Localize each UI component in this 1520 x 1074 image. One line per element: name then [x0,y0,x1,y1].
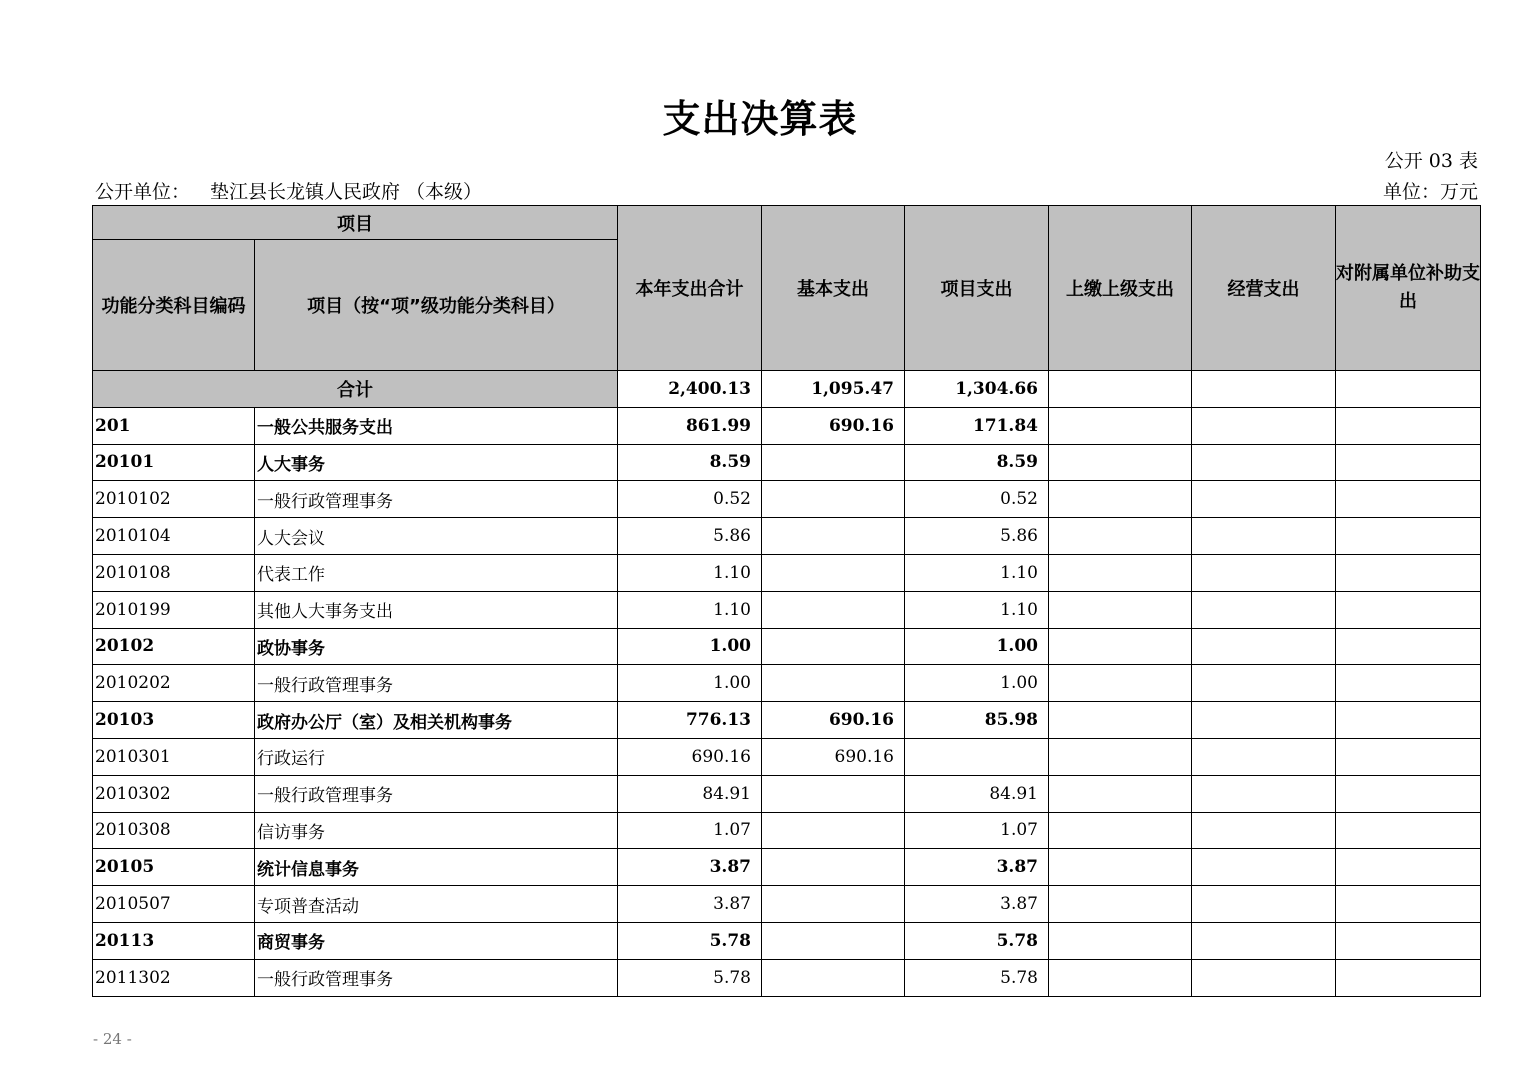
row-subsidy [1336,738,1481,775]
row-name: 一般行政管理事务 [255,481,618,518]
row-code: 2010301 [93,738,255,775]
row-total: 3.87 [618,849,762,886]
row-total: 8.59 [618,444,762,481]
currency-unit: 单位：万元 [1382,181,1478,203]
unit-name: 垫江县长龙镇人民政府 （本级） [210,181,483,203]
row-name: 统计信息事务 [255,849,618,886]
row-code: 2010507 [93,886,255,923]
header-name: 项目（按“项”级功能分类科目） [255,240,618,371]
row-project: 85.98 [905,702,1049,739]
row-superior [1049,481,1192,518]
row-superior [1049,738,1192,775]
header-superior: 上缴上级支出 [1049,206,1192,371]
row-superior [1049,849,1192,886]
row-superior [1049,812,1192,849]
row-code: 20102 [93,628,255,665]
header-project-expense: 项目支出 [905,206,1049,371]
table-row [93,922,1481,959]
row-project [905,738,1049,775]
row-business [1192,775,1336,812]
row-project: 171.84 [905,407,1049,444]
row-business [1192,407,1336,444]
row-subsidy [1336,665,1481,702]
row-business [1192,665,1336,702]
row-subsidy [1336,444,1481,481]
row-subsidy [1336,775,1481,812]
row-business [1192,591,1336,628]
row-basic [762,591,905,628]
table-row [93,444,1481,481]
row-superior [1049,886,1192,923]
row-business [1192,849,1336,886]
row-total: 1.10 [618,591,762,628]
table-row [93,591,1481,628]
total-basic: 1,095.47 [762,371,905,408]
table-row [93,665,1481,702]
row-project: 0.52 [905,481,1049,518]
total-business [1192,371,1336,408]
row-basic [762,554,905,591]
row-basic [762,922,905,959]
row-name: 商贸事务 [255,922,618,959]
row-project: 8.59 [905,444,1049,481]
row-name: 一般公共服务支出 [255,407,618,444]
row-total: 5.78 [618,959,762,996]
row-basic [762,665,905,702]
row-name: 其他人大事务支出 [255,591,618,628]
total-row [93,371,1481,408]
row-name: 政协事务 [255,628,618,665]
row-superior [1049,775,1192,812]
header-total: 本年支出合计 [618,206,762,371]
row-basic [762,481,905,518]
table-row [93,407,1481,444]
row-business [1192,886,1336,923]
row-subsidy [1336,628,1481,665]
row-project: 1.07 [905,812,1049,849]
table-row [93,849,1481,886]
row-code: 20103 [93,702,255,739]
row-business [1192,554,1336,591]
expenditure-table [92,205,1481,997]
row-project: 5.78 [905,959,1049,996]
row-subsidy [1336,702,1481,739]
row-business [1192,812,1336,849]
row-basic [762,444,905,481]
row-business [1192,444,1336,481]
row-total: 5.86 [618,518,762,555]
row-basic [762,812,905,849]
row-business [1192,702,1336,739]
row-code: 20105 [93,849,255,886]
total-project: 1,304.66 [905,371,1049,408]
row-superior [1049,591,1192,628]
row-basic [762,959,905,996]
row-basic: 690.16 [762,407,905,444]
row-code: 2010199 [93,591,255,628]
row-total: 5.78 [618,922,762,959]
table-row [93,554,1481,591]
row-subsidy [1336,812,1481,849]
row-code: 2010308 [93,812,255,849]
row-business [1192,922,1336,959]
row-subsidy [1336,407,1481,444]
row-code: 2010302 [93,775,255,812]
row-superior [1049,922,1192,959]
row-subsidy [1336,554,1481,591]
row-superior [1049,959,1192,996]
row-subsidy [1336,518,1481,555]
header-basic: 基本支出 [762,206,905,371]
row-superior [1049,444,1192,481]
row-basic [762,775,905,812]
page-number: - 24 - [93,1030,132,1048]
row-project: 1.10 [905,554,1049,591]
row-superior [1049,628,1192,665]
page-title: 支出决算表 [662,96,858,141]
row-basic [762,628,905,665]
row-subsidy [1336,922,1481,959]
row-subsidy [1336,591,1481,628]
row-basic: 690.16 [762,738,905,775]
row-project: 1.00 [905,665,1049,702]
total-subsidy [1336,371,1481,408]
row-code: 201 [93,407,255,444]
table-row [93,959,1481,996]
row-project: 3.87 [905,849,1049,886]
header-code: 功能分类科目编码 [93,240,255,371]
table-row [93,518,1481,555]
row-business [1192,628,1336,665]
table-row [93,738,1481,775]
row-superior [1049,407,1192,444]
row-business [1192,518,1336,555]
row-basic [762,849,905,886]
table-row [93,481,1481,518]
row-name: 人大事务 [255,444,618,481]
row-total: 690.16 [618,738,762,775]
header-business: 经营支出 [1192,206,1336,371]
row-superior [1049,554,1192,591]
row-project: 84.91 [905,775,1049,812]
row-basic [762,518,905,555]
row-name: 人大会议 [255,518,618,555]
row-total: 1.00 [618,628,762,665]
row-superior [1049,518,1192,555]
row-code: 2010108 [93,554,255,591]
row-name: 一般行政管理事务 [255,959,618,996]
row-project: 1.00 [905,628,1049,665]
row-name: 代表工作 [255,554,618,591]
row-business [1192,738,1336,775]
total-label: 合计 [93,371,618,408]
unit-label: 公开单位： [95,181,191,203]
row-project: 1.10 [905,591,1049,628]
row-code: 2010202 [93,665,255,702]
row-name: 政府办公厅（室）及相关机构事务 [255,702,618,739]
total-superior [1049,371,1192,408]
total-amount: 2,400.13 [618,371,762,408]
row-total: 1.00 [618,665,762,702]
row-project: 5.78 [905,922,1049,959]
row-superior [1049,665,1192,702]
row-name: 信访事务 [255,812,618,849]
row-code: 2011302 [93,959,255,996]
table-row [93,775,1481,812]
row-subsidy [1336,481,1481,518]
form-number: 公开 03 表 [1384,150,1478,172]
table-row [93,702,1481,739]
row-business [1192,959,1336,996]
row-code: 2010104 [93,518,255,555]
table-row [93,886,1481,923]
header-project: 项目 [93,206,618,240]
row-total: 3.87 [618,886,762,923]
row-total: 1.10 [618,554,762,591]
row-total: 0.52 [618,481,762,518]
row-total: 776.13 [618,702,762,739]
row-name: 一般行政管理事务 [255,665,618,702]
row-name: 行政运行 [255,738,618,775]
row-name: 一般行政管理事务 [255,775,618,812]
row-total: 1.07 [618,812,762,849]
row-name: 专项普查活动 [255,886,618,923]
row-code: 2010102 [93,481,255,518]
row-project: 5.86 [905,518,1049,555]
row-business [1192,481,1336,518]
row-total: 84.91 [618,775,762,812]
row-subsidy [1336,959,1481,996]
row-code: 20101 [93,444,255,481]
row-code: 20113 [93,922,255,959]
table-row [93,812,1481,849]
table-row [93,628,1481,665]
row-project: 3.87 [905,886,1049,923]
row-basic: 690.16 [762,702,905,739]
unit-line [95,177,1478,204]
row-subsidy [1336,849,1481,886]
row-subsidy [1336,886,1481,923]
row-superior [1049,702,1192,739]
header-subsidy: 对附属单位补助支出 [1336,206,1481,371]
row-basic [762,886,905,923]
row-total: 861.99 [618,407,762,444]
